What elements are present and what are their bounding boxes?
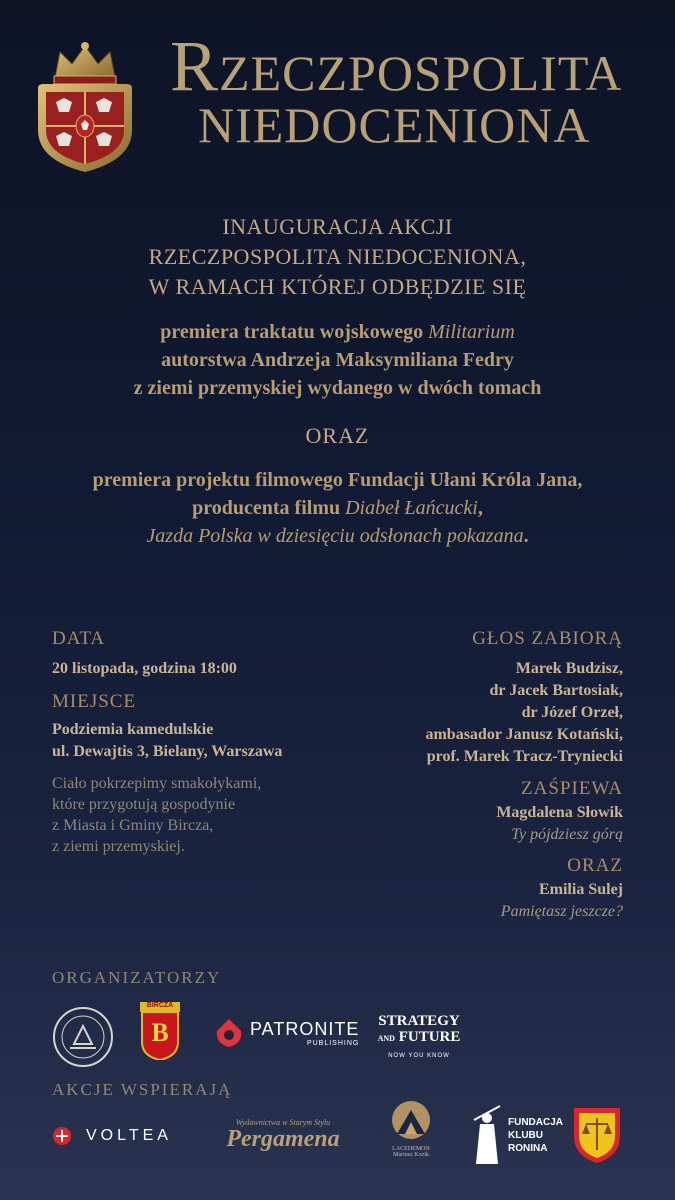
- event-title: [170, 26, 623, 153]
- place-line2: ul. Dewajtis 3, Bielany, Warszawa: [52, 743, 283, 760]
- date-value: 20 listopada, godzina 18:00: [52, 660, 237, 677]
- voltea-logo: VOLTEA: [52, 1126, 172, 1146]
- patronite-icon: [214, 1017, 244, 1049]
- supporters-label: AKCJE WSPIERAJĄ: [52, 1080, 233, 1099]
- speaker-name: dr Józef Orzeł,: [521, 704, 623, 721]
- voltea-icon: [52, 1126, 72, 1146]
- event-details: [52, 628, 282, 857]
- oraz-divider: ORAZ: [305, 423, 370, 448]
- speaker-name: prof. Marek Tracz-Tryniecki: [426, 748, 623, 765]
- foundation-seal-logo: [52, 1006, 114, 1068]
- speaker-name: dr Jacek Bartosiak,: [489, 682, 623, 699]
- speakers-label: GŁOS ZABIORĄ: [472, 628, 623, 649]
- singer-name: Magdalena Słowik: [496, 804, 623, 821]
- sing-label: ZAŚPIEWA: [521, 778, 623, 799]
- inauguration-heading: INAUGURACJA AKCJI RZECZPOSPOLITA NIEDOCENIONA, W RAMACH KTÓREJ ODBĘDZIE SIĘ: [148, 214, 527, 299]
- place-label: MIEJSCE: [52, 691, 137, 712]
- lacedemon-logo: LACEDEMON Mariusz Kozik: [386, 1100, 436, 1158]
- premiere-book: premiera traktatu wojskowego Militarium autorstwa Andrzeja Maksymiliana Fedry z ziemi przemyskiej wydanego w dwóch tomach: [133, 321, 542, 399]
- title-initial: R: [170, 26, 220, 106]
- song-title: Pamiętasz jeszcze?: [500, 903, 623, 920]
- place-line1: Podziemia kamedulskie: [52, 721, 214, 738]
- patronite-logo: PATRONITE PUBLISHING: [214, 1017, 359, 1049]
- title-line2: NIEDOCENIONA: [198, 97, 591, 153]
- premiere-film: premiera projektu filmowego Fundacji Ułani Króla Jana, producenta filmu Diabeł Łańcucki, Jazda Polska w dziesięciu odsłonach pokazana.: [92, 469, 583, 547]
- title-line1: ZECZPOSPOLITA: [219, 45, 623, 101]
- singer-name: Emilia Sulej: [538, 881, 623, 898]
- oraz-label: ORAZ: [567, 855, 623, 876]
- speaker-name: ambasador Janusz Kotański,: [425, 726, 623, 743]
- date-label: DATA: [52, 628, 106, 649]
- lacedemon-icon: [389, 1100, 433, 1142]
- samurai-icon: [470, 1104, 504, 1166]
- fundacja-klubu-ronina-logo: FUNDACJA KLUBU RONINA: [470, 1104, 563, 1166]
- catering-note: Ciało pokrzepimy smakołykami, które przygotują gospodynie z Miasta i Gminy Bircza, z ziemi przemyskiej.: [52, 775, 262, 855]
- song-title: Ty pójdziesz górą: [511, 826, 623, 843]
- organizers-label: ORGANIZATORZY: [52, 968, 222, 987]
- strategy-and-future-logo: STRATEGY AND FUTURE NOW YOU KNOW: [377, 1013, 461, 1059]
- speakers-section: [425, 628, 623, 923]
- pergamena-logo: Wydawnictwa w Starym Stylu Pergamena: [226, 1118, 340, 1152]
- speaker-name: Marek Budzisz,: [515, 660, 623, 677]
- bircza-logo: BIRCZA B: [140, 1002, 180, 1060]
- justice-shield-logo: [572, 1106, 622, 1164]
- coat-of-arms-icon: [30, 40, 140, 175]
